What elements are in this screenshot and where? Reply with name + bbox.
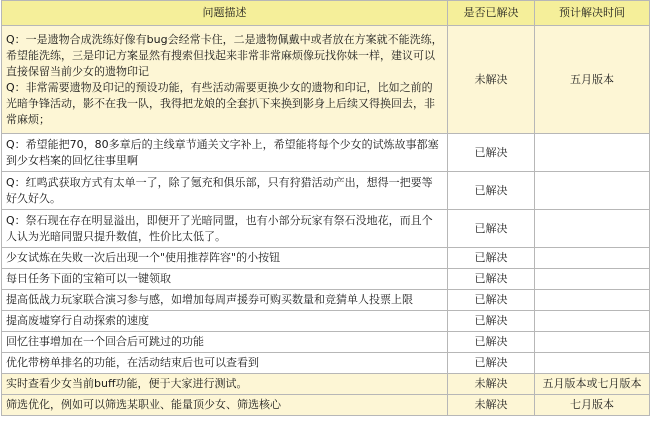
table-row: [2, 311, 650, 332]
table-row: [2, 26, 650, 134]
status-cell[interactable]: 已解决: [448, 269, 535, 290]
eta-cell[interactable]: [535, 332, 650, 353]
table-row: [2, 210, 650, 248]
description-cell[interactable]: Q：一是遗物合成洗练好像有bug会经常卡住，二是遗物佩戴中或者放在方案就不能洗练，希望能洗练，三是印记方案显然有搜索但找起来非常非常麻烦像玩找你妹一样，建议可以直接保留当前少女的遗物印记 Q：非常需要遗物及印记的预设功能，有些活动需要更换少女的遗物和印记，比如之前的光暗争锋活动，影不在我一队，我得把龙娘的全套扒下来换到影身上后续又得换回去，非常麻烦；: [2, 26, 448, 134]
description-cell[interactable]: 每日任务下面的宝箱可以一键领取: [2, 269, 448, 290]
description-cell[interactable]: 筛选优化，例如可以筛选某职业、能量顶少女、筛选核心: [2, 395, 448, 416]
table-row: [2, 290, 650, 311]
eta-cell[interactable]: [535, 210, 650, 248]
table-row: [2, 269, 650, 290]
header-eta[interactable]: 预计解决时间: [535, 1, 650, 26]
eta-cell[interactable]: 五月版本或七月版本: [535, 374, 650, 395]
description-cell[interactable]: 提高低战力玩家联合演习参与感，如增加每周声援券可购买数量和竞猜单人投票上限: [2, 290, 448, 311]
header-row: [2, 1, 650, 26]
eta-cell[interactable]: [535, 248, 650, 269]
table-row: [2, 134, 650, 172]
issues-table: [1, 0, 650, 416]
header-resolved[interactable]: 是否已解决: [448, 1, 535, 26]
description-cell[interactable]: Q：祭石现在存在明显溢出，即便开了光暗同盟，也有小部分玩家有祭石没地花，而且个人认为光暗同盟只提升数值，性价比太低了。: [2, 210, 448, 248]
status-cell[interactable]: 已解决: [448, 248, 535, 269]
status-cell[interactable]: 已解决: [448, 290, 535, 311]
status-cell[interactable]: 已解决: [448, 353, 535, 374]
table-row: [2, 353, 650, 374]
status-cell[interactable]: 未解决: [448, 374, 535, 395]
description-cell[interactable]: 少女试炼在失败一次后出现一个"使用推荐阵容"的小按钮: [2, 248, 448, 269]
status-cell[interactable]: 已解决: [448, 332, 535, 353]
eta-cell[interactable]: [535, 269, 650, 290]
table-row: [2, 332, 650, 353]
eta-cell[interactable]: 七月版本: [535, 395, 650, 416]
status-cell[interactable]: 已解决: [448, 172, 535, 210]
description-cell[interactable]: Q：红鸣武获取方式有太单一了，除了氪充和俱乐部，只有狩猎活动产出，想得一把要等好久好久。: [2, 172, 448, 210]
description-cell[interactable]: 回忆往事增加在一个回合后可跳过的功能: [2, 332, 448, 353]
description-cell[interactable]: Q：希望能把70，80多章后的主线章节通关文字补上，希望能将每个少女的试炼故事都塞到少女档案的回忆往事里啊: [2, 134, 448, 172]
status-cell[interactable]: 已解决: [448, 210, 535, 248]
eta-cell[interactable]: 五月版本: [535, 26, 650, 134]
header-description[interactable]: 问题描述: [2, 1, 448, 26]
table-row: [2, 395, 650, 416]
eta-cell[interactable]: [535, 134, 650, 172]
table-row: [2, 172, 650, 210]
status-cell[interactable]: 未解决: [448, 26, 535, 134]
status-cell[interactable]: 未解决: [448, 395, 535, 416]
eta-cell[interactable]: [535, 290, 650, 311]
table-row: [2, 248, 650, 269]
table-row: [2, 374, 650, 395]
status-cell[interactable]: 已解决: [448, 311, 535, 332]
status-cell[interactable]: 已解决: [448, 134, 535, 172]
eta-cell[interactable]: [535, 172, 650, 210]
eta-cell[interactable]: [535, 311, 650, 332]
description-cell[interactable]: 实时查看少女当前buff功能，便于大家进行测试。: [2, 374, 448, 395]
description-cell[interactable]: 提高废墟穿行自动探索的速度: [2, 311, 448, 332]
description-cell[interactable]: 优化带榜单排名的功能，在活动结束后也可以查看到: [2, 353, 448, 374]
eta-cell[interactable]: [535, 353, 650, 374]
